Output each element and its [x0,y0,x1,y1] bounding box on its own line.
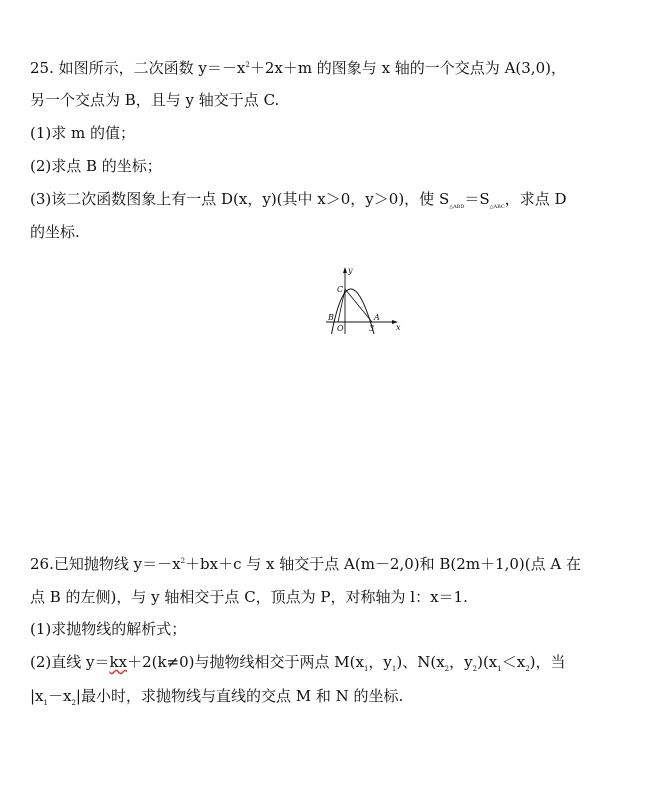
subscript: △ABC [489,204,505,210]
subscript: △ABD [449,204,465,210]
q26-text: －x [47,687,72,705]
q25-line-2: 另一个交点为 B，且与 y 轴交于点 C. [30,91,280,109]
subscript: 1 [43,699,48,707]
q26-line-1 [30,554,581,574]
subscript: 2 [525,665,530,673]
q25-number: 25. [30,59,54,77]
subscript: 2 [444,665,450,673]
q26-text: ，y [449,653,473,671]
q26-text: 已知抛物线 y＝－x [53,555,181,573]
q26-text: )，当 [529,653,566,671]
y-axis-arrow [343,267,347,273]
q26-text: ＜x [501,653,526,671]
parabola-figure [320,262,410,337]
label-a: A [374,313,380,322]
q26-part-1: (1)求抛物线的解析式； [30,620,187,638]
subscript: 2 [472,665,478,673]
subscript: 2 [71,699,76,707]
label-3: 3 [369,324,375,333]
label-o: O [337,324,344,333]
q25-part-1: (1)求 m 的值； [30,124,136,142]
q25-part-2: (2)求点 B 的坐标； [30,157,162,175]
label-c: C [337,285,344,294]
q26-text-kx: kx [109,653,128,671]
q26-text: (2)直线 y＝ [30,653,110,671]
q26-line-2: 点 B 的左侧)，与 y 轴相交于点 C，顶点为 P，对称轴为 l：x＝1. [30,588,468,606]
subscript: 1 [497,665,502,673]
q26-part-2-cont [30,686,403,706]
q26-number: 26. [30,555,54,573]
q26-text: ，y [368,653,392,671]
q25-text: ＋2x＋m 的图象与 x 轴的一个交点为 A(3,0)， [249,59,566,77]
q26-text: |x [30,687,44,705]
q25-text: (3)该二次函数图象上有一点 D(x，y)(其中 x＞0，y＞0)，使 S [30,190,450,208]
q26-text: ＋bx＋c 与 x 轴交于点 A(m－2,0)和 B(2m＋1,0)(点 A 在 [185,555,581,573]
q25-line-1 [30,58,566,78]
q26-text: )(x [477,653,498,671]
label-b: B [328,313,334,322]
q25-text: ，求点 D [504,190,567,208]
q25-part-3-cont: 的坐标. [30,223,80,241]
q26-text: |最小时，求抛物线与直线的交点 M 和 N 的坐标. [75,687,404,705]
q25-text: 如图所示，二次函数 y＝－x [58,59,246,77]
q25-part-3 [30,189,567,209]
q26-part-2 [30,652,566,672]
superscript: 2 [180,557,186,565]
q26-text: ＋2(k≠0)与抛物线相交于两点 M(x [127,653,364,671]
label-x: x [396,323,401,332]
subscript: 1 [363,665,369,673]
q25-text: ＝S [464,190,490,208]
superscript: 2 [245,61,250,69]
q26-text: )、N(x [396,653,445,671]
label-y: y [348,266,353,275]
subscript: 1 [391,665,397,673]
